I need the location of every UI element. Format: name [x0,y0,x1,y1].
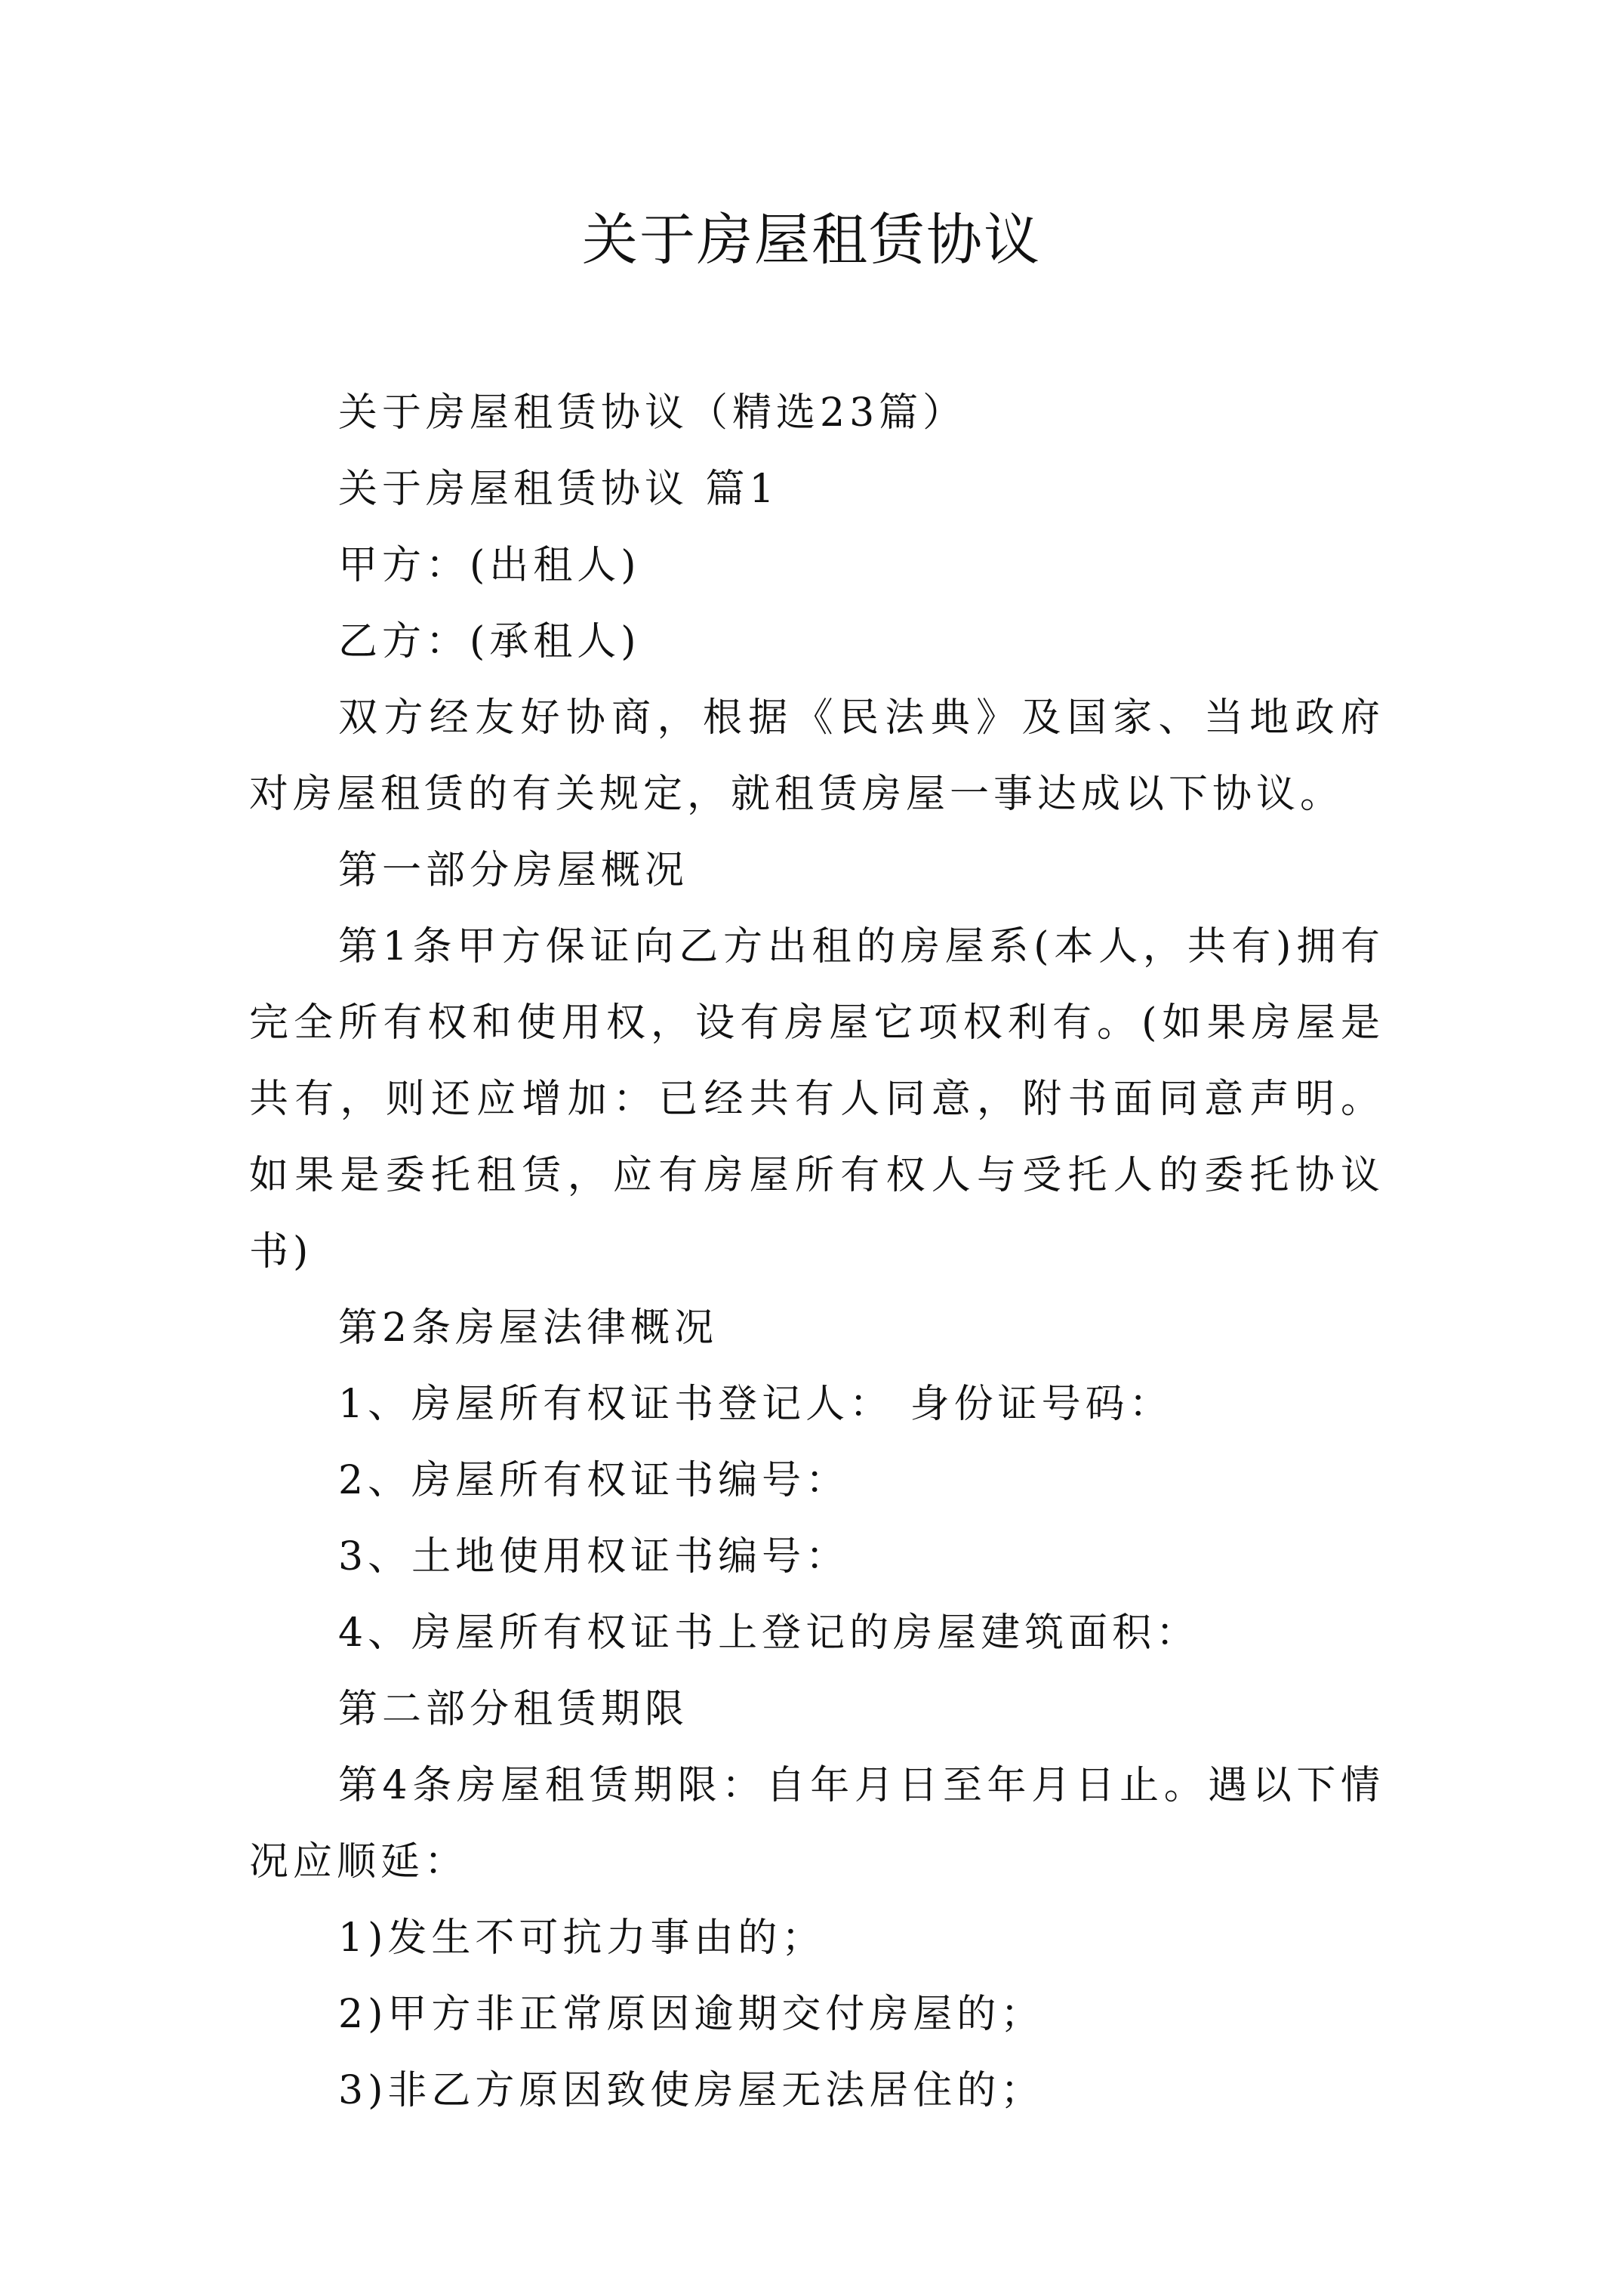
paragraph-item-4: 4、房屋所有权证书上登记的房屋建筑面积： [338,1610,1200,1656]
paragraph-condition-3: 3)非乙方原因致使房屋无法居住的； [338,2068,1045,2113]
paragraph-clause-1: 第1条甲方保证向乙方出租的房屋系(本人，共有)拥有完全所有权和使用权，设有房屋它项权利有。(如果房屋是共有，则还应增加：已经共有人同意，附书面同意声明。如果是委托租赁，应有房屋所有权人与受托人的委托协议书) [249,924,1384,1274]
paragraph-item-3: 3、土地使用权证书编号： [338,1534,850,1579]
paragraph-item-1: 1、房屋所有权证书登记人： 身份证号码： [338,1382,1173,1427]
paragraph-clause-4: 第4条房屋租赁期限：自年月日至年月日止。遇以下情况应顺延： [249,1763,1384,1885]
paragraph-section-two-heading: 第二部分租赁期限 [338,1687,689,1732]
paragraph-condition-1: 1)发生不可抗力事由的； [338,1915,826,1961]
paragraph-preamble: 双方经友好协商，根据《民法典》及国家、当地政府对房屋租赁的有关规定，就租赁房屋一事达成以下协议。 [249,695,1384,817]
paragraph-party-a: 甲方：(出租人) [338,543,641,588]
paragraph-section-one-heading: 第一部分房屋概况 [338,848,689,893]
paragraph-collection-heading: 关于房屋租赁协议（精选23篇） [338,390,967,436]
paragraph-clause-2-heading: 第2条房屋法律概况 [338,1305,719,1351]
paragraph-party-b: 乙方：(承租人) [338,619,641,664]
paragraph-item-2: 2、房屋所有权证书编号： [338,1458,850,1503]
paragraph-condition-2: 2)甲方非正常原因逾期交付房屋的； [338,1992,1045,2037]
document-body [249,375,1384,2129]
document-title: 关于房屋租赁协议 [582,208,1041,273]
paragraph-article-heading: 关于房屋租赁协议 篇1 [338,467,779,512]
